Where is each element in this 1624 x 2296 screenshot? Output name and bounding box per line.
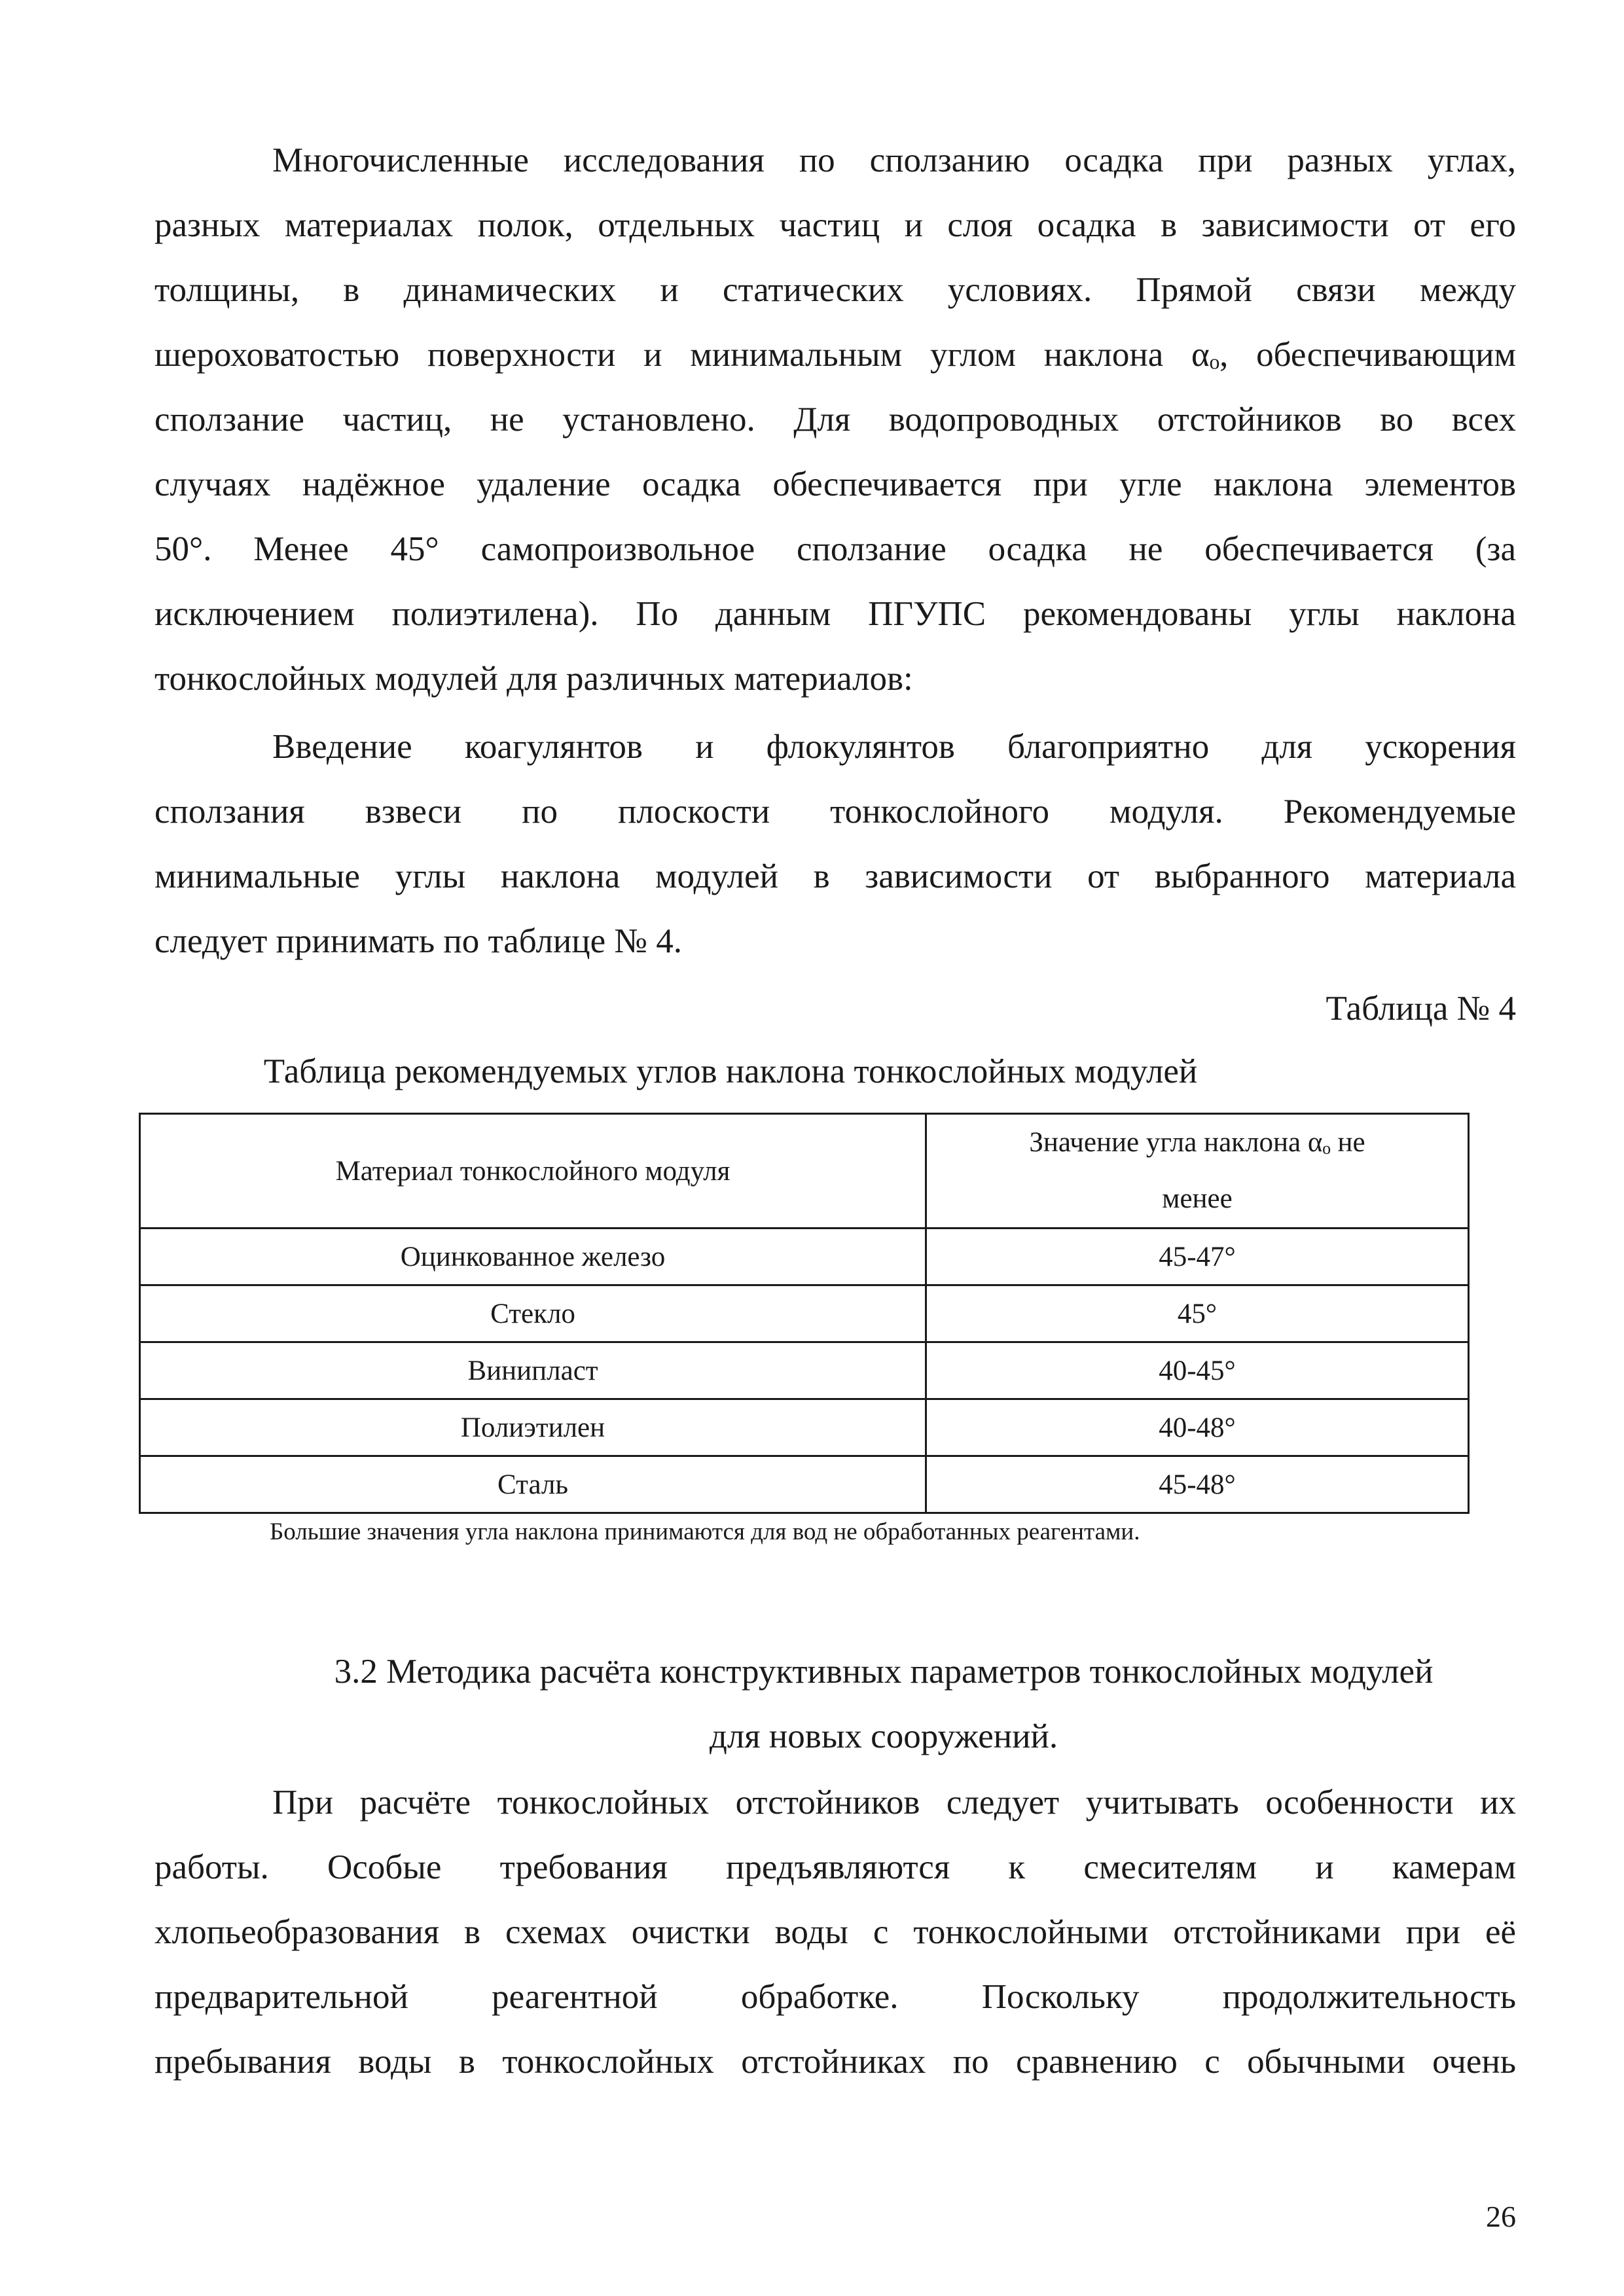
page-number: 26 bbox=[1486, 2200, 1516, 2233]
cell-angle: 45° bbox=[926, 1285, 1469, 1342]
cell-angle: 45-47° bbox=[926, 1229, 1469, 1285]
text-line: работы. Особые требования предъявляются к смесителям и камерам bbox=[154, 1848, 1516, 1886]
text-line: 50°. Менее 45° самопроизвольное сползание осадка не обеспечивается (за bbox=[154, 530, 1516, 568]
text-line: толщины, в динамических и статических условиях. Прямой связи между bbox=[154, 271, 1516, 309]
header-angle bbox=[926, 1114, 1469, 1229]
table-note: Большие значения угла наклона принимаются для вод не обработанных реагентами. bbox=[270, 1518, 1140, 1545]
angles-table bbox=[139, 1113, 1470, 1514]
section-heading bbox=[268, 1640, 1499, 1769]
table-title: Таблица рекомендуемых углов наклона тонкослойных модулей bbox=[263, 1052, 1198, 1090]
cell-angle: 40-48° bbox=[926, 1399, 1469, 1456]
cell-angle: 45-48° bbox=[926, 1456, 1469, 1513]
text-line: минимальные углы наклона модулей в зависимости от выбранного материала bbox=[154, 857, 1516, 895]
text-line: тонкослойных модулей для различных материалов: bbox=[154, 660, 913, 698]
header-angle-line1: Значение угла наклона αₒ не bbox=[1029, 1127, 1365, 1158]
text-line: предварительной реагентной обработке. Поскольку продолжительность bbox=[154, 1978, 1516, 2016]
header-angle-line2: менее bbox=[1162, 1183, 1233, 1214]
paragraph-2 bbox=[154, 715, 1516, 974]
table-row bbox=[140, 1285, 1469, 1342]
header-material: Материал тонкослойного модуля bbox=[140, 1114, 926, 1229]
text-line: пребывания воды в тонкослойных отстойниках по сравнению с обычными очень bbox=[154, 2043, 1516, 2081]
text-line: случаях надёжное удаление осадка обеспечивается при угле наклона элементов bbox=[154, 465, 1516, 503]
table-header-row bbox=[140, 1114, 1469, 1229]
cell-material: Сталь bbox=[140, 1456, 926, 1513]
text-line: шероховатостью поверхности и минимальным углом наклона αₒ, обеспечивающим bbox=[154, 336, 1516, 374]
table-row bbox=[140, 1229, 1469, 1285]
text-line: сползания взвеси по плоскости тонкослойного модуля. Рекомендуемые bbox=[154, 793, 1516, 831]
text-line: следует принимать по таблице № 4. bbox=[154, 922, 682, 960]
table-row bbox=[140, 1342, 1469, 1399]
cell-material: Стекло bbox=[140, 1285, 926, 1342]
text-line: исключением полиэтилена). По данным ПГУПС рекомендованы углы наклона bbox=[154, 595, 1516, 633]
section-heading-line2: для новых сооружений. bbox=[709, 1717, 1058, 1755]
cell-material: Оцинкованное железо bbox=[140, 1229, 926, 1285]
paragraph-1 bbox=[154, 128, 1516, 711]
text-line: Введение коагулянтов и флокулянтов благоприятно для ускорения bbox=[272, 728, 1516, 766]
section-heading-line1: 3.2 Методика расчёта конструктивных параметров тонкослойных модулей bbox=[334, 1653, 1434, 1691]
text-line: разных материалах полок, отдельных частиц и слоя осадка в зависимости от его bbox=[154, 206, 1516, 244]
text-line: сползание частиц, не установлено. Для водопроводных отстойников во всех bbox=[154, 401, 1516, 439]
cell-material: Винипласт bbox=[140, 1342, 926, 1399]
table-row bbox=[140, 1399, 1469, 1456]
table-row bbox=[140, 1456, 1469, 1513]
text-line: хлопьеобразования в схемах очистки воды с тонкослойными отстойниками при её bbox=[154, 1913, 1516, 1951]
text-line: Многочисленные исследования по сползанию осадка при разных углах, bbox=[272, 141, 1516, 179]
table-label: Таблица № 4 bbox=[1326, 990, 1516, 1028]
cell-angle: 40-45° bbox=[926, 1342, 1469, 1399]
text-line: При расчёте тонкослойных отстойников следует учитывать особенности их bbox=[272, 1784, 1516, 1821]
cell-material: Полиэтилен bbox=[140, 1399, 926, 1456]
paragraph-3 bbox=[154, 1770, 1516, 2094]
